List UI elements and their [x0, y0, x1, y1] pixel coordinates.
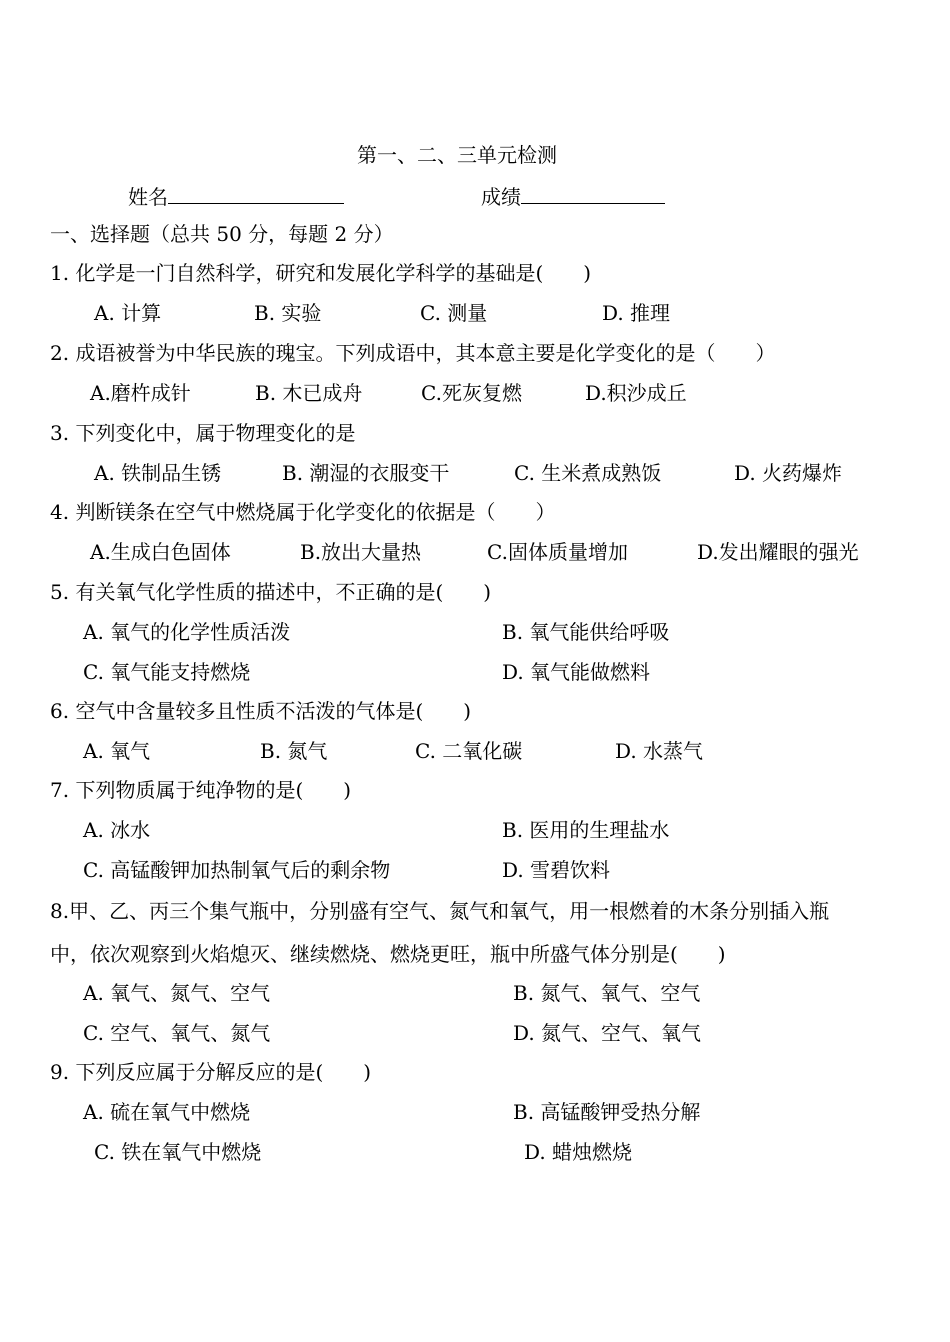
option-d[interactable]: D. 推理 [602, 301, 671, 325]
option-b[interactable]: B. 实验 [254, 301, 322, 325]
question-stem: 6. 空气中含量较多且性质不活泼的气体是( ) [50, 699, 472, 723]
option-c[interactable]: C. 生米煮成熟饭 [514, 461, 662, 485]
option-c[interactable]: C. 二氧化碳 [415, 739, 523, 763]
option-b[interactable]: B. 木已成舟 [255, 381, 363, 405]
score-field[interactable] [481, 181, 665, 209]
name-field[interactable] [128, 181, 344, 209]
score-label: 成绩 [481, 185, 521, 209]
option-d[interactable]: D. 雪碧饮料 [502, 858, 611, 882]
option-c[interactable]: C.死灰复燃 [421, 381, 522, 405]
option-a[interactable]: A.生成白色固体 [90, 540, 231, 564]
option-a[interactable]: A.磨杵成针 [90, 381, 191, 405]
option-c[interactable]: C. 铁在氧气中燃烧 [94, 1140, 262, 1164]
question-stem: 3. 下列变化中，属于物理变化的是 [50, 421, 356, 445]
question-stem: 9. 下列反应属于分解反应的是( ) [50, 1060, 372, 1084]
option-b[interactable]: B. 高锰酸钾受热分解 [513, 1100, 701, 1124]
option-d[interactable]: D.发出耀眼的强光 [697, 540, 859, 564]
option-d[interactable]: D. 火药爆炸 [734, 461, 843, 485]
option-b[interactable]: B. 医用的生理盐水 [502, 818, 670, 842]
option-a[interactable]: A. 氧气 [83, 739, 151, 763]
option-d[interactable]: D. 氧气能做燃料 [502, 660, 651, 684]
option-d[interactable]: D. 氮气、空气、氧气 [513, 1021, 702, 1045]
option-d[interactable]: D.积沙成丘 [585, 381, 687, 405]
option-a[interactable]: A. 硫在氧气中燃烧 [83, 1100, 251, 1124]
option-a[interactable]: A. 计算 [94, 301, 162, 325]
option-c[interactable]: C. 测量 [420, 301, 488, 325]
option-b[interactable]: B. 氮气、氧气、空气 [513, 981, 701, 1005]
question-stem: 5. 有关氧气化学性质的描述中，不正确的是( ) [50, 580, 492, 604]
name-blank[interactable] [168, 181, 344, 204]
question-stem: 7. 下列物质属于纯净物的是( ) [50, 778, 352, 802]
page-title: 第一、二、三单元检测 [357, 143, 557, 167]
option-b[interactable]: B. 氮气 [260, 739, 328, 763]
question-stem: 4. 判断镁条在空气中燃烧属于化学变化的依据是（ ） [50, 500, 556, 524]
option-a[interactable]: A. 铁制品生锈 [94, 461, 222, 485]
question-stem: 1. 化学是一门自然科学，研究和发展化学科学的基础是( ) [50, 261, 592, 285]
option-c[interactable]: C. 高锰酸钾加热制氧气后的剩余物 [83, 858, 391, 882]
option-d[interactable]: D. 水蒸气 [615, 739, 704, 763]
option-a[interactable]: A. 氧气的化学性质活泼 [83, 620, 291, 644]
option-c[interactable]: C. 氧气能支持燃烧 [83, 660, 251, 684]
option-a[interactable]: A. 冰水 [83, 818, 151, 842]
option-a[interactable]: A. 氧气、氮气、空气 [83, 981, 271, 1005]
name-label: 姓名 [128, 185, 168, 209]
question-stem: 8.甲、乙、丙三个集气瓶中，分别盛有空气、氮气和氧气，用一根燃着的木条分别插入瓶 [50, 899, 830, 923]
section-heading: 一、选择题（总共 50 分，每题 2 分） [50, 222, 394, 246]
question-stem-continued: 中，依次观察到火焰熄灭、继续燃烧、燃烧更旺，瓶中所盛气体分别是( ) [50, 942, 726, 966]
option-b[interactable]: B. 氧气能供给呼吸 [502, 620, 670, 644]
option-d[interactable]: D. 蜡烛燃烧 [524, 1140, 633, 1164]
option-c[interactable]: C.固体质量增加 [487, 540, 628, 564]
score-blank[interactable] [521, 181, 665, 204]
option-b[interactable]: B.放出大量热 [300, 540, 422, 564]
option-b[interactable]: B. 潮湿的衣服变干 [282, 461, 450, 485]
option-c[interactable]: C. 空气、氧气、氮气 [83, 1021, 271, 1045]
question-stem: 2. 成语被誉为中华民族的瑰宝。下列成语中，其本意主要是化学变化的是（ ） [50, 341, 776, 365]
